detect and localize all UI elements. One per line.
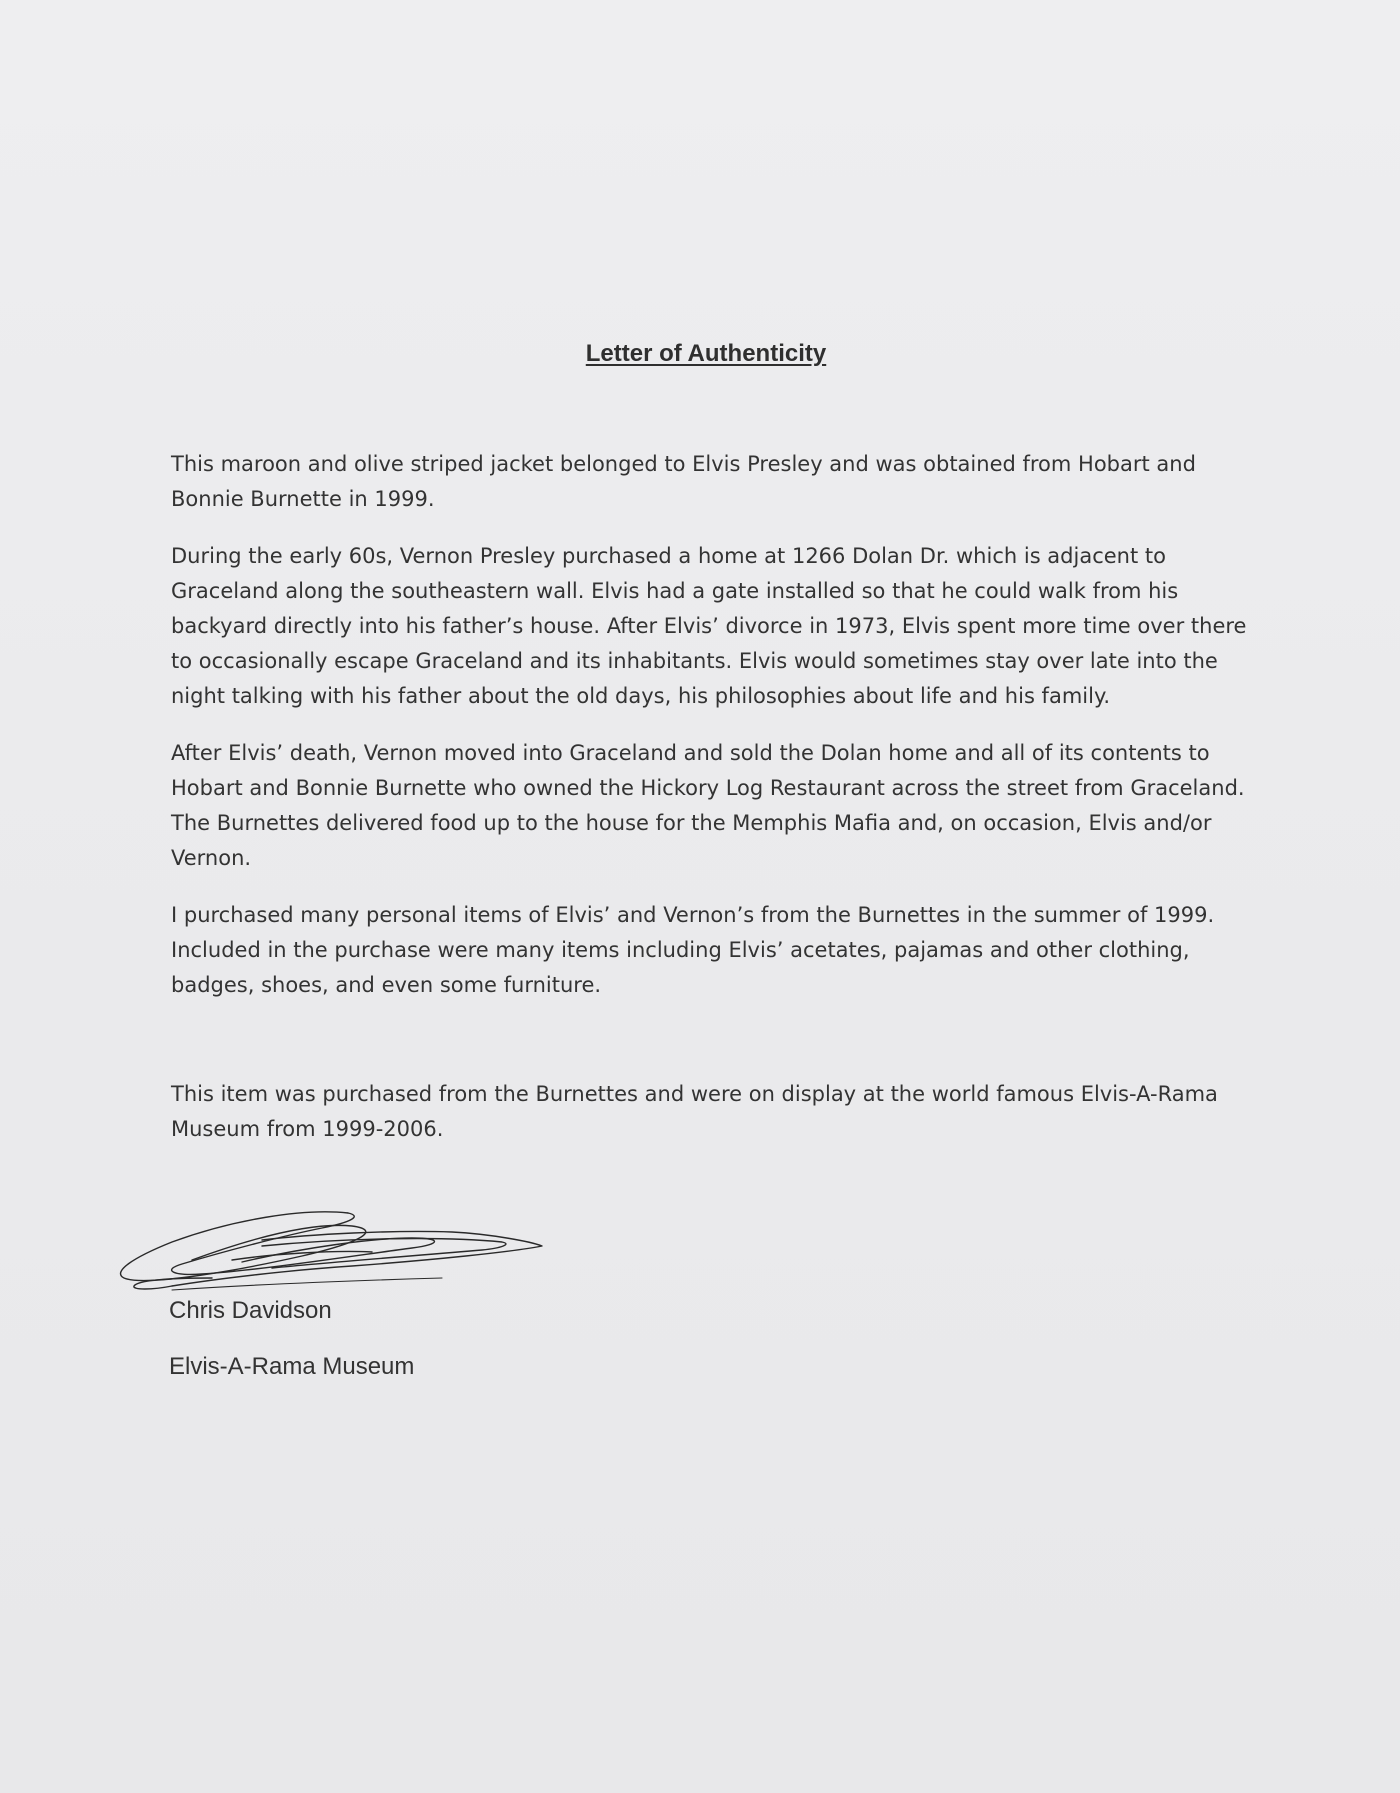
paragraph-burnettes: After Elvis’ death, Vernon moved into Graceland and sold the Dolan home and all of its contents to Hobart and Bonnie Burnette who owned the Hickory Log Restaurant across the street from Graceland. The Burnettes delivered food up to the house for the Memphis Mafia and, on occasion, Elvis and/or Vernon. [171, 741, 1245, 870]
signatory-organization: Elvis-A-Rama Museum [169, 1353, 415, 1380]
handwritten-signature [112, 1190, 552, 1300]
paragraph-jacket-provenance: This maroon and olive striped jacket belonged to Elvis Presley and was obtained from Hobart and Bonnie Burnette in 1999. [171, 452, 1196, 511]
paragraph-display: This item was purchased from the Burnettes and were on display at the world famous Elvis-A-Rama Museum from 1999-2006. [171, 1082, 1218, 1141]
document-title: Letter of Authenticity [585, 340, 827, 367]
letter-body [171, 447, 1251, 1169]
paragraph-purchase: I purchased many personal items of Elvis’ and Vernon’s from the Burnettes in the summer of 1999. Included in the purchase were many items including Elvis’ acetates, pajamas and other clothing, badges, shoes, and even some furniture. [171, 903, 1215, 997]
signatory-name: Chris Davidson [169, 1297, 332, 1324]
paragraph-dolan-home: During the early 60s, Vernon Presley purchased a home at 1266 Dolan Dr. which is adjacent to Graceland along the southeastern wall. Elvis had a gate installed so that he could walk from his backyard directly into his father’s house. After Elvis’ divorce in 1973, Elvis spent more time over there to occasionally escape Graceland and its inhabitants. Elvis would sometimes stay over late into the night talking with his father about the old days, his philosophies about life and his family. [171, 544, 1247, 708]
